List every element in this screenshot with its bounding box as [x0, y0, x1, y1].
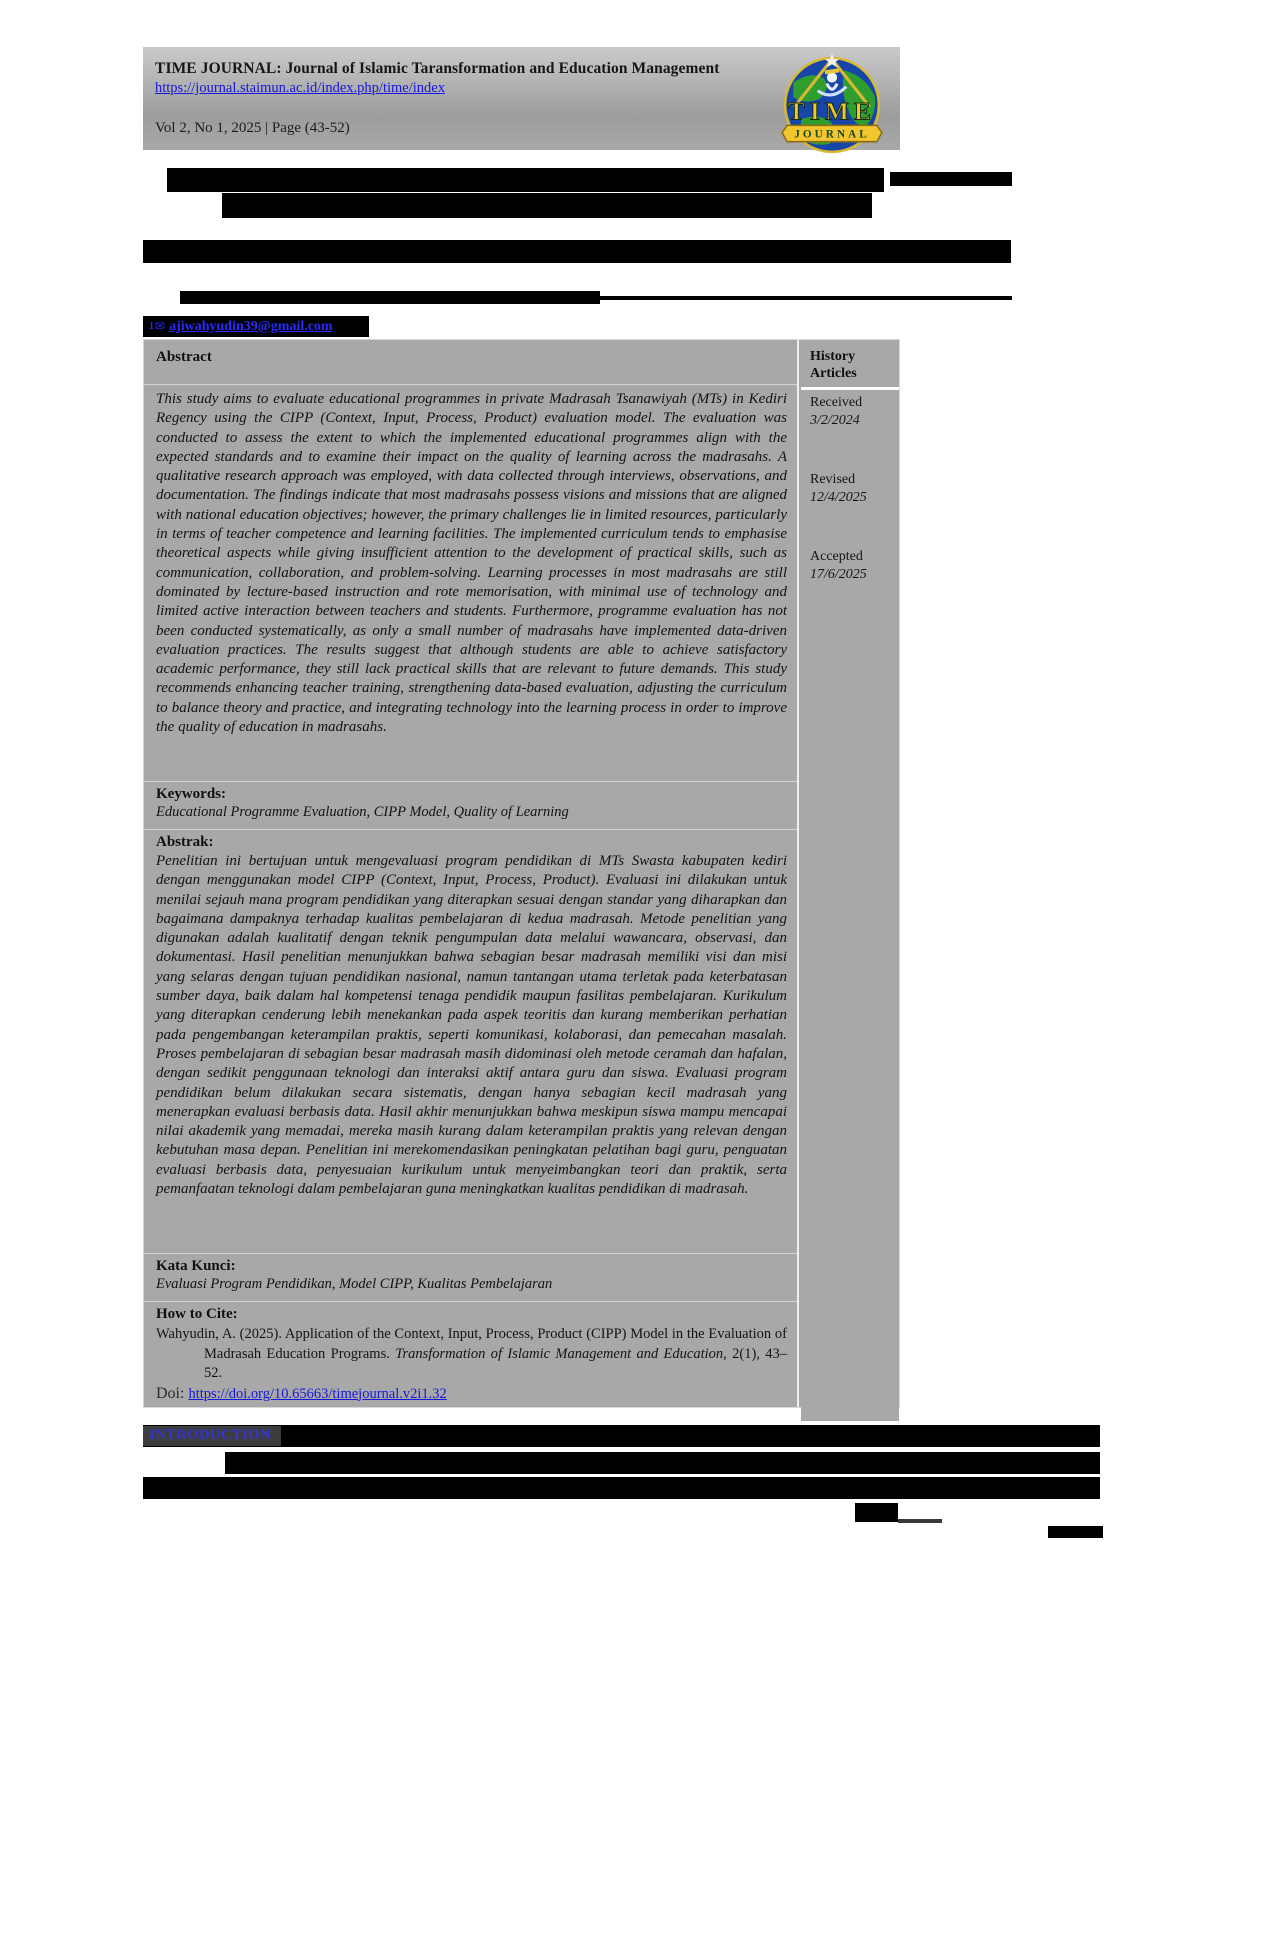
issue-info: Vol 2, No 1, 2025 | Page (43-52) [155, 120, 350, 136]
history-received-date: 3/2/2024 [810, 413, 860, 428]
redacted-title-line-1-tail [890, 172, 1012, 186]
journal-title: TIME JOURNAL: Journal of Islamic Taransformation and Education Management [155, 60, 720, 77]
history-accepted [810, 548, 895, 584]
redacted-title-line-1 [167, 168, 884, 192]
history-revised-label: Revised [810, 472, 856, 487]
redacted-paragraph-line-2 [143, 1477, 1100, 1499]
introduction-heading: INTRODUCTION [143, 1426, 281, 1446]
journal-logo [781, 52, 883, 158]
author-email-link[interactable]: ajiwahyudin39@gmail.com [169, 318, 333, 334]
abstract-text: This study aims to evaluate educational programmes in private Madrasah Tsanawiyah (MTs) in Kediri Regency using the CIPP (Context, Input, Process, Product) evaluation model. The evaluation was conducted to assess the extent to which the implemented educational programmes align with the expected standards and to examine their impact on the quality of learning across the madrasahs. A qualitative research approach was employed, with data collected through interviews, observations, and documentation. The findings indicate that most madrasahs possess visions and missions that are aligned with national education objectives; however, the primary challenges lie in limited resources, particularly in terms of teacher competence and learning facilities. The implemented curriculum tends to emphasise theoretical aspects while giving insufficient attention to the development of practical skills, such as communication, collaboration, and problem-solving. Learning processes in most madrasahs are still dominated by lecture-based instruction and rote memorisation, with minimal use of technology and limited active interaction between teachers and students. Furthermore, programme evaluation has not been conducted systematically, as only a small number of madrasahs have implemented data-driven evaluation practices. The results suggest that although students are able to achieve satisfactory academic performance, they still lack practical skills that are relevant to future demands. This study recommends enhancing teacher training, strengthening data-based evaluation, adjusting the curriculum to balance theory and practice, and integrating technology into the learning process in order to improve the quality of education in madrasahs. [156, 391, 787, 736]
kata-kunci-label: Kata Kunci: [156, 1258, 236, 1274]
email-superscript: 1 [149, 321, 154, 332]
history-revised [810, 471, 895, 507]
redacted-page-number [855, 1503, 898, 1522]
redacted-affiliation [180, 291, 600, 304]
history-column [801, 340, 899, 1421]
history-accepted-label: Accepted [810, 549, 863, 564]
abstract-body-cell [144, 384, 797, 781]
keywords-cell [144, 781, 797, 829]
redacted-page-number-rule [898, 1519, 942, 1523]
history-divider [801, 387, 899, 390]
redacted-title-line-2 [222, 193, 872, 218]
how-to-cite-cell [144, 1301, 797, 1409]
logo-text-journal: JOURNAL [794, 128, 870, 141]
abstrak-text: Penelitian ini bertujuan untuk mengevaluasi program pendidikan di MTs Swasta kabupaten kediri dengan menggunakan model CIPP (Context, Input, Process, Product). Evaluasi ini dilakukan untuk menilai sejauh mana program pendidikan yang diterapkan sesuai dengan standar yang diharapkan dan bagaimana dampaknya terhadap kualitas pembelajaran di kedua madrasah. Metode penelitian yang digunakan adalah kualitatif dengan teknik pengumpulan data melalui wawancara, observasi, dan dokumentasi. Hasil penelitian menunjukkan bahwa sebagian besar madrasah memiliki visi dan misi yang selaras dengan tujuan pendidikan nasional, namun tantangan utama terletak pada keterbatasan sumber daya, baik dalam hal kompetensi tenaga pendidik maupun fasilitas pembelajaran. Kurikulum yang diterapkan cenderung lebih menekankan pada aspek teoritis dan kurang memberikan perhatian pada pengembangan keterampilan praktis, seperti komunikasi, kolaborasi, dan pemecahan masalah. Proses pembelajaran di sebagian besar madrasah masih didominasi oleh metode ceramah dan hafalan, dengan sedikit penggunaan teknologi dan interaksi aktif antara guru dan siswa. Evaluasi program pendidikan belum dilakukan secara sistematis, dengan hanya sebagian kecil madrasah yang menerapkan evaluasi berbasis data. Hasil akhir menunjukkan bahwa meskipun siswa mampu mencapai nilai akademik yang memadai, mereka masih kurang dalam keterampilan praktis yang relevan dengan kebutuhan masa depan. Penelitian ini merekomendasikan peningkatan pelatihan bagi guru, penguatan evaluasi berbasis data, penyesuaian kurikulum untuk menyeimbangkan teori dan praktik, serta pemanfaatan teknologi dalam pembelajaran guna meningkatkan kualitas pendidikan di madrasah. [156, 853, 787, 1198]
citation-part2: , 2(1), 43–52. [204, 1345, 787, 1381]
citation-journal-name: Transformation of Islamic Management and Education [395, 1345, 724, 1362]
kata-kunci-text: Evaluasi Program Pendidikan, Model CIPP, Kualitas Pembelajaran [156, 1276, 553, 1292]
author-email-bar [143, 316, 369, 337]
citation-part1: Wahyudin, A. (2025). Application of the Context, Input, Process, Product (CIPP) Model in the Evaluation of Madrasah Education Programs. [156, 1326, 787, 1362]
doi-label: Doi: [156, 1384, 189, 1402]
keywords-label: Keywords: [156, 786, 226, 802]
abstrak-label: Abstrak: [156, 834, 214, 850]
redacted-footer-mark [1048, 1526, 1103, 1538]
time-journal-logo-icon [781, 52, 883, 158]
redacted-affiliation-rule [600, 296, 1012, 300]
history-accepted-date: 17/6/2025 [810, 567, 867, 582]
introduction-heading-bar [143, 1425, 1100, 1447]
history-articles-label: History Articles [810, 349, 857, 381]
logo-text-time: TIME [787, 96, 877, 126]
history-received [810, 394, 895, 430]
doi-link[interactable]: https://doi.org/10.65663/timejournal.v2i1.32 [188, 1385, 447, 1402]
abstract-column [144, 340, 799, 1407]
keywords-text: Educational Programme Evaluation, CIPP Model, Quality of Learning [156, 804, 569, 820]
abstract-header-cell [144, 340, 797, 384]
doi-line [156, 1385, 787, 1403]
citation-text [156, 1325, 787, 1384]
history-revised-date: 12/4/2025 [810, 490, 867, 505]
abstract-label: Abstract [156, 349, 212, 365]
abstrak-cell [144, 829, 797, 1253]
journal-url-link[interactable]: https://journal.staimun.ac.id/index.php/time/index [155, 80, 445, 96]
envelope-icon: ✉ [155, 319, 166, 333]
abstract-table [143, 339, 900, 1408]
redacted-paragraph-line-1 [225, 1452, 1100, 1474]
redacted-authors [143, 240, 1011, 263]
kata-kunci-cell [144, 1253, 797, 1301]
history-received-label: Received [810, 395, 863, 410]
how-to-cite-label: How to Cite: [156, 1306, 238, 1322]
